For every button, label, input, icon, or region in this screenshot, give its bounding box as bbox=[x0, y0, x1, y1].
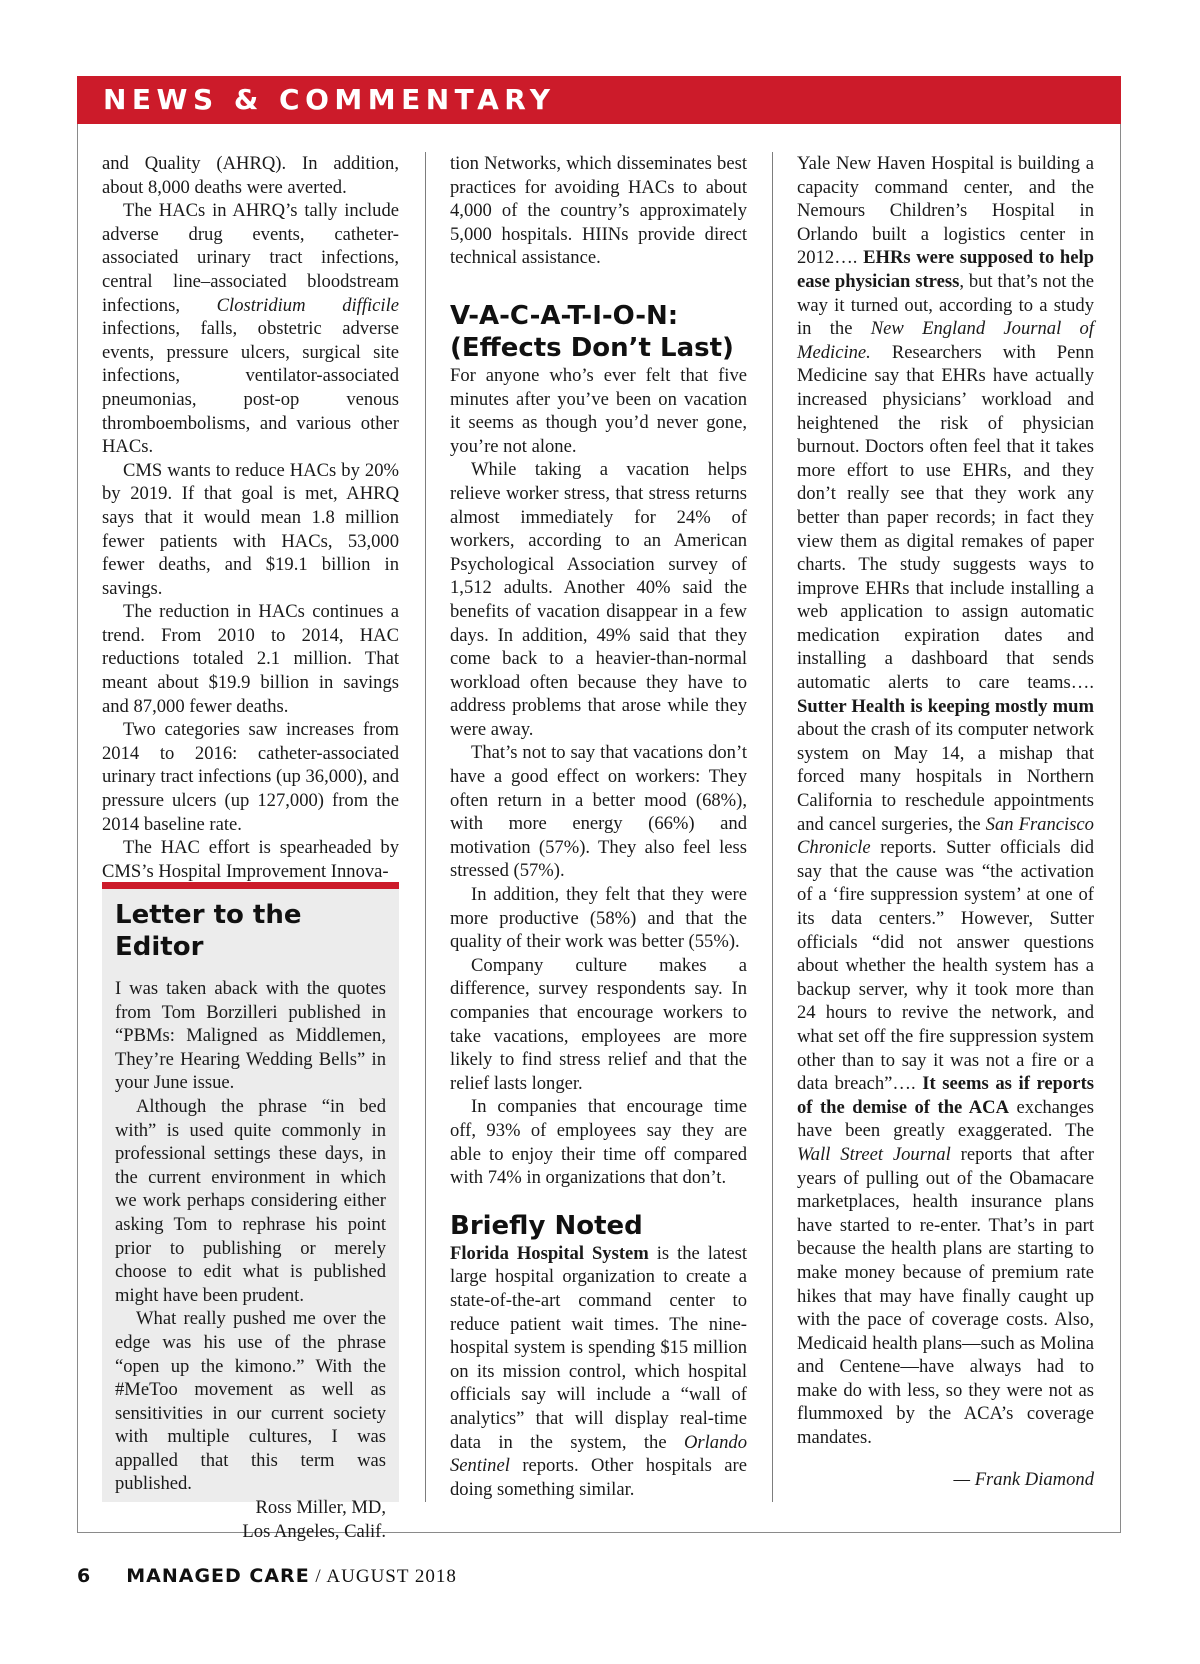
body-text: The HACs in AHRQ’s tally include adverse drug events, catheter-associated urinary tract infections, central line–associated bloodstream infections, Clostridium difficile infections, falls, obstetric adverse events, pressure ulcers, surgical site infections, ventilator-associated pneumonias, post-op venous thromboembolisms, and various other HACs. bbox=[102, 200, 399, 458]
section-title: NEWS & COMMENTARY bbox=[103, 83, 556, 116]
body-paragraph: The reduction in HACs continues a trend. From 2010 to 2014, HAC reductions totaled 2.1 million. That meant about $19.9 billion in savings and 87,000 fewer deaths. bbox=[102, 601, 399, 717]
section-banner bbox=[77, 76, 1121, 124]
bold-lead: Sutter Health is keeping mostly mum bbox=[797, 695, 1094, 717]
column-1 bbox=[102, 152, 399, 883]
briefly-noted-paragraph bbox=[450, 1242, 747, 1502]
body-paragraph: Company culture makes a difference, survey respondents say. In companies that encourage workers to take vacations, employees are more likely to find stress relief and that the relief lasts longer. bbox=[450, 954, 747, 1094]
body-paragraph: For anyone who’s ever felt that five minutes after you’ve been on vacation it seems as though you’d never gone, you’re not alone. bbox=[450, 364, 747, 457]
issue-date: / AUGUST 2018 bbox=[309, 1566, 457, 1587]
publication-title: MANAGED CARE bbox=[126, 1565, 310, 1587]
column-divider bbox=[772, 152, 773, 1502]
publication-name: New England Journal of Medicine. bbox=[797, 318, 1094, 363]
body-paragraph: and Quality (AHRQ). In addition, about 8,000 deaths were averted. bbox=[102, 153, 399, 198]
letter-paragraph: Although the phrase “in bed with” is used quite commonly in professional settings these days, in the current environment in which we work perhaps considering either asking Tom to rephrase his point prior to publishing or merely choose to edit what is published might have been prudent. bbox=[115, 1095, 386, 1306]
bold-lead: EHRs were supposed to help ease physician stress bbox=[797, 247, 1095, 292]
body-text: , but that’s not the way it turned out, according to a study in the bbox=[797, 270, 1094, 340]
body-text: reports that after years of pulling out of the Obamacare marketplaces, health insurance plans have started to re-enter. That’s in part because the health plans are starting to make money because of premium rate hikes that may have finally caught up with the pace of coverage costs. Also, Medicaid health plans—such as Molina and Centene—have always had to make do with less, so they were not as flummoxed by the ACA’s coverage mandates. bbox=[797, 1143, 1094, 1449]
body-text: about the crash of its computer network system on May 14, a mishap that forced many hospitals in Northern California to reschedule appointments and cancel surgeries, the bbox=[797, 719, 1094, 835]
author-byline: — Frank Diamond bbox=[953, 1468, 1094, 1490]
body-text: reports. Sutter officials did say that the cause was “the activation of a ‘fire suppression system’ at one of its data centers.” However, Sutter officials “did not answer questions about whether the health system has a backup server, why it took more than 24 hours to revive the network, and what set off the fire suppression system other than to say it was not a fire or a data breach”…. bbox=[797, 837, 1094, 1095]
body-paragraph: tion Networks, which disseminates best practices for avoiding HACs to about 4,000 of the country’s approximately 5,000 hospitals. HIINs provide direct technical assistance. bbox=[450, 153, 747, 269]
body-paragraph: CMS wants to reduce HACs by 20% by 2019. If that goal is met, AHRQ says that it would mean 1.8 million fewer patients with HACs, 53,000 fewer deaths, and $19.1 billion in savings. bbox=[102, 459, 399, 599]
letter-to-editor-box bbox=[102, 882, 399, 1542]
letter-paragraph: I was taken aback with the quotes from Tom Borzilleri published in “PBMs: Maligned as Middlemen, They’re Hearing Wedding Bells” in your June issue. bbox=[115, 978, 386, 1094]
body-paragraph: The HAC effort is spearheaded by CMS’s Hospital Improvement Innova- bbox=[102, 837, 399, 882]
body-paragraph bbox=[797, 152, 1094, 1450]
bold-lead: It seems as if reports of the demise of the ACA bbox=[797, 1073, 1094, 1118]
body-paragraph: That’s not to say that vacations don’t have a good effect on workers: They often return in a better mood (68%), with more energy (66%) and motivation (57%). They also feel less stressed (57%). bbox=[450, 742, 747, 882]
body-text: Yale New Haven Hospital is building a capacity command center, and the Nemours Children’s Hospital in Orlando built a logistics center in 2012…. bbox=[797, 153, 1094, 269]
column-divider bbox=[425, 152, 426, 1502]
letter-signature-name: Ross Miller, MD, bbox=[255, 1497, 386, 1519]
body-text: is the latest large hospital organization to create a state-of-the-art command center to reduce patient wait times. The nine-hospital system is spending $15 million on its mission control, which hospital officials say will include a “wall of analytics” that will display real-time data in the system, the bbox=[450, 1242, 747, 1453]
page-footer bbox=[77, 1563, 457, 1590]
briefly-noted-headline: Briefly Noted bbox=[450, 1210, 643, 1241]
column-3 bbox=[797, 152, 1094, 1491]
publication-name: Orlando Sentinel bbox=[450, 1431, 747, 1477]
letter-title: Letter to the Editor bbox=[115, 900, 302, 962]
body-paragraph: While taking a vacation helps relieve worker stress, that stress returns almost immediately for 24% of workers, according to an American Psychological Association survey of 1,512 adults. Another 40% said the benefits of vacation disappear in a few days. In addition, 49% said that they come back to a heavier-than-normal workload often because they have to address problems that arose while they were away. bbox=[450, 459, 747, 740]
body-paragraph: Two categories saw increases from 2014 to 2016: catheter-associated urinary tract infections (up 36,000), and pressure ulcers (up 127,000) from the 2014 baseline rate. bbox=[102, 719, 399, 835]
body-paragraph bbox=[102, 199, 399, 459]
body-paragraph: In companies that encourage time off, 93% of employees say they are able to enjoy their time off compared with 74% in organizations that don’t. bbox=[450, 1096, 747, 1189]
page-number: 6 bbox=[77, 1565, 91, 1587]
vacation-headline-line1: V-A-C-A-T-I-O-N: bbox=[450, 300, 679, 331]
body-text: reports. Other hospitals are doing something similar. bbox=[450, 1455, 747, 1500]
publication-name: San Francisco Chronicle bbox=[797, 813, 1094, 859]
body-text: Researchers with Penn Medicine say that EHRs have actually increased physicians’ workload and heightened the risk of physician burnout. Doctors often feel that it takes more effort to use EHRs, and they don’t really see that they work any better than paper records; in fact they view them as digital remakes of paper charts. The study suggests ways to improve EHRs that include installing a web application to assign automatic medication expiration dates and installing a dashboard that sends automatic alerts to care teams…. bbox=[797, 341, 1094, 694]
body-paragraph: In addition, they felt that they were more productive (58%) and that the quality of their work was better (55%). bbox=[450, 884, 747, 953]
bold-lead: Florida Hospital System bbox=[450, 1242, 649, 1264]
species-name: Clostridium difficile bbox=[216, 294, 399, 316]
vacation-headline bbox=[450, 300, 747, 364]
letter-paragraph: What really pushed me over the edge was his use of the phrase “open up the kimono.” With the #MeToo movement as well as sensitivities in our current society with multiple cultures, I was appalled that this term was published. bbox=[115, 1308, 386, 1495]
vacation-headline-line2: (Effects Don’t Last) bbox=[450, 332, 734, 363]
publication-name: Wall Street Journal bbox=[797, 1143, 951, 1165]
letter-signature-place: Los Angeles, Calif. bbox=[242, 1520, 386, 1542]
body-text: exchanges have been greatly exaggerated. The bbox=[797, 1096, 1094, 1142]
column-2 bbox=[450, 152, 747, 1501]
